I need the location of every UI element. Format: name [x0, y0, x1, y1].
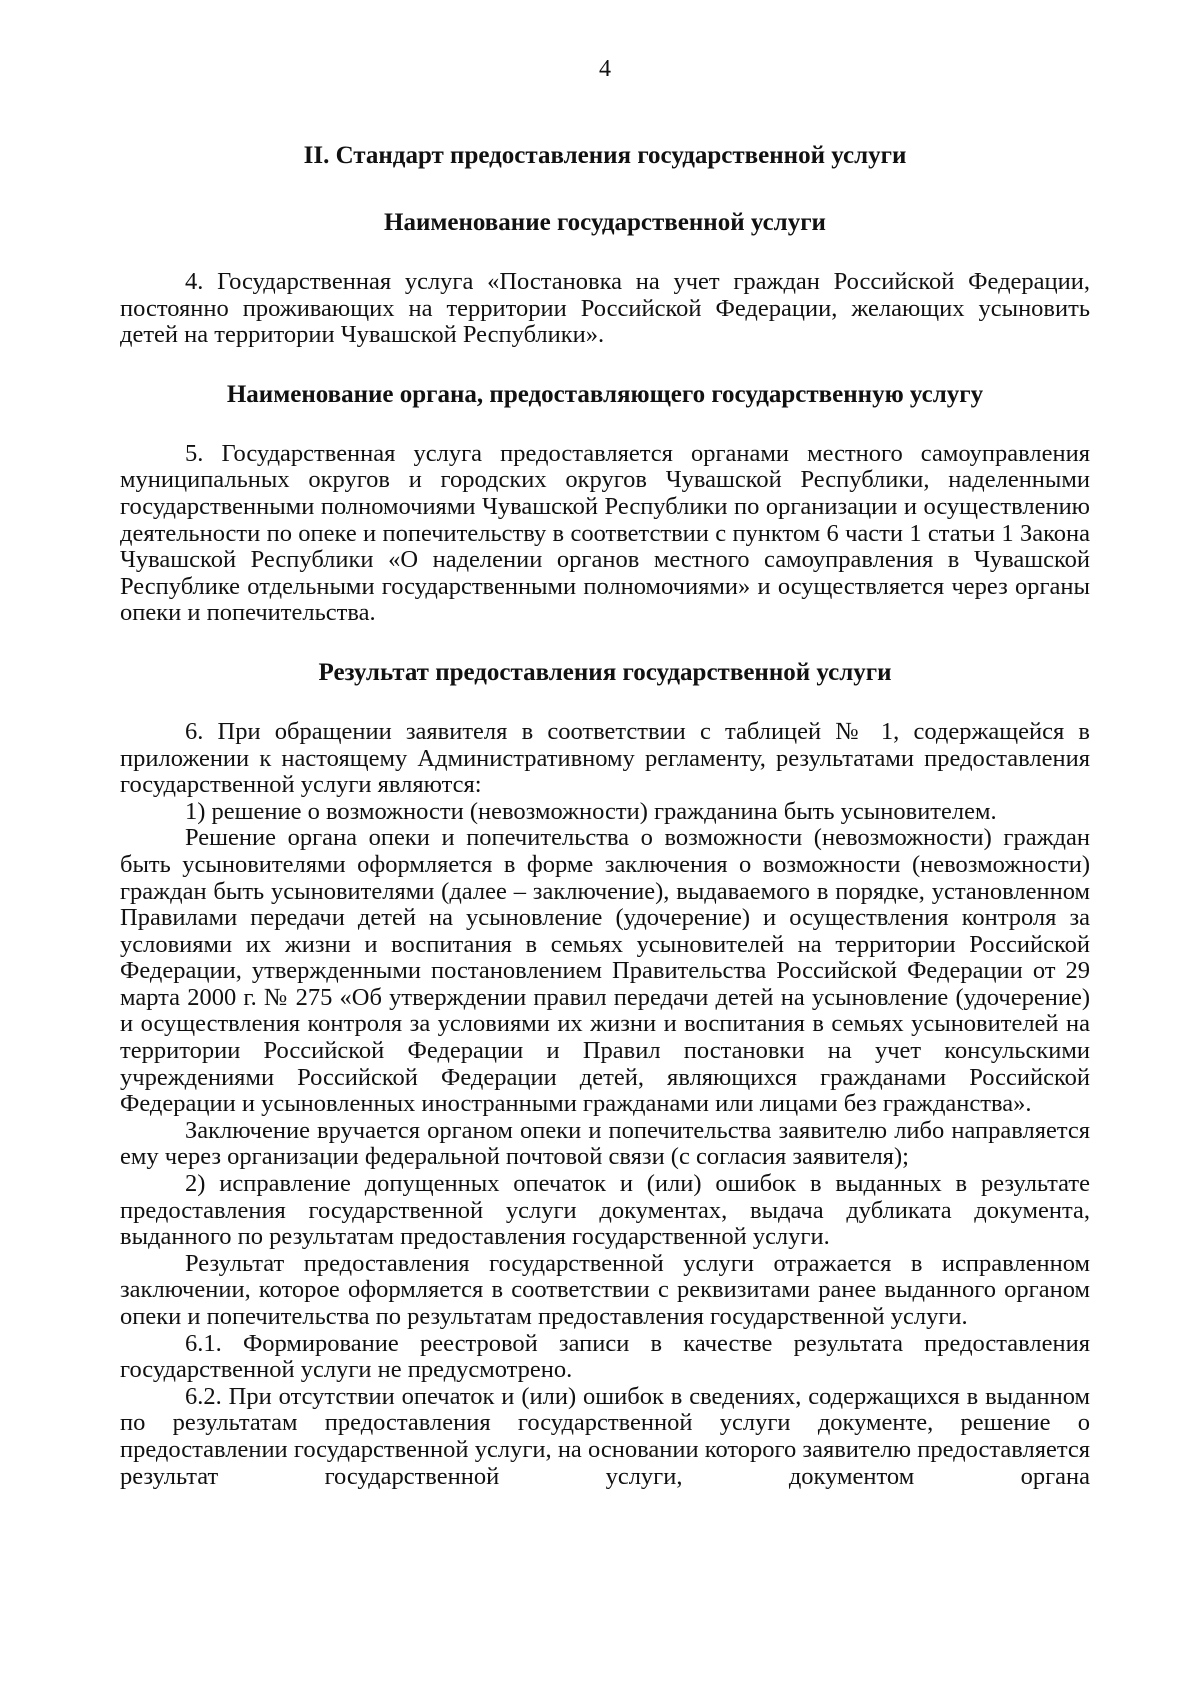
paragraph-5: 5. Государственная услуга предоставляется органами местного самоуправления муниципальных округов и городских округов Чувашской Республики, наделенными государственными полномочиями Чувашской Республики по организации и осуществлению деятельности по опеке и попечительству в соответствии с пунктом 6 части 1 статьи 1 Закона Чувашской Республики «О наделении органов местного самоуправления в Чувашской Республике отдельными государственными полномочиями» и осуществляется через органы опеки и попечительства.: [120, 439, 1090, 627]
subsection-heading-organ: Наименование органа, предоставляющего государственную услугу: [226, 380, 984, 408]
paragraph-6-item-1: 1) решение о возможности (невозможности) гражданина быть усыновителем.: [185, 797, 997, 825]
page-number: 4: [599, 56, 611, 82]
paragraph-4: 4. Государственная услуга «Постановка на учет граждан Российской Федерации, постоянно проживающих на территории Российской Федерации, желающих усыновить детей на территории Чувашской Республики».: [120, 268, 1090, 349]
paragraph-result: Результат предоставления государственной услуги отражается в исправленном заключении, которое оформляется в соответствии с реквизитами ранее выданного органом опеки и попечительства по результатам предоставления государственной услуги.: [120, 1249, 1090, 1330]
paragraph-6: 6. При обращении заявителя в соответствии с таблицей № 1, содержащейся в приложении к настоящему Административному регламенту, результатами предоставления государственной услуги являются:: [120, 717, 1090, 799]
section-title: II. Стандарт предоставления государственной услуги: [303, 142, 907, 169]
paragraph-block: [120, 719, 1090, 1490]
paragraph-6-1: 6.1. Формирование реестровой записи в качестве результата предоставления государственной услуги не предусмотрено.: [120, 1329, 1090, 1384]
paragraph-conclusion: Заключение вручается органом опеки и попечительства заявителю либо направляется ему через организации федеральной почтовой связи (с согласия заявителя);: [120, 1116, 1090, 1171]
paragraph-6-item-2: 2) исправление допущенных опечаток и (или) ошибок в выданных в результате предоставления государственной услуги документах, выдача дубликата документа, выданного по результатам предоставления государственной услуги.: [120, 1170, 1090, 1251]
paragraph-block: [120, 269, 1090, 349]
paragraph-6-2: 6.2. При отсутствии опечаток и (или) ошибок в сведениях, содержащихся в выданном по результатам предоставления государственной услуги документе, решение о предоставлении государственной услуги, на основании которого заявителю предоставляется результат государственной услуги, документом органа: [120, 1382, 1090, 1490]
paragraph-block: [120, 441, 1090, 627]
subsection-heading-result: Результат предоставления государственной услуги: [318, 658, 892, 686]
subsection-heading-name: Наименование государственной услуги: [384, 209, 826, 236]
document-page: [120, 56, 1090, 1490]
paragraph-decision: Решение органа опеки и попечительства о возможности (невозможности) граждан быть усыновителями оформляется в форме заключения о возможности (невозможности) граждан быть усыновителями (далее – заключение), выдаваемого в порядке, установленном Правилами передачи детей на усыновление (удочерение) и осуществления контроля за условиями их жизни и воспитания в семьях усыновителей на территории Российской Федерации, утвержденными постановлением Правительства Российской Федерации от 29 марта 2000 г. № 275 «Об утверждении правил передачи детей на усыновление (удочерение) и осуществления контроля за условиями их жизни и воспитания в семьях усыновителей на территории Российской Федерации и Правил постановки на учет консульскими учреждениями Российской Федерации детей, являющихся гражданами Российской Федерации и усыновленных иностранными гражданами или лицами без гражданства».: [120, 824, 1090, 1118]
